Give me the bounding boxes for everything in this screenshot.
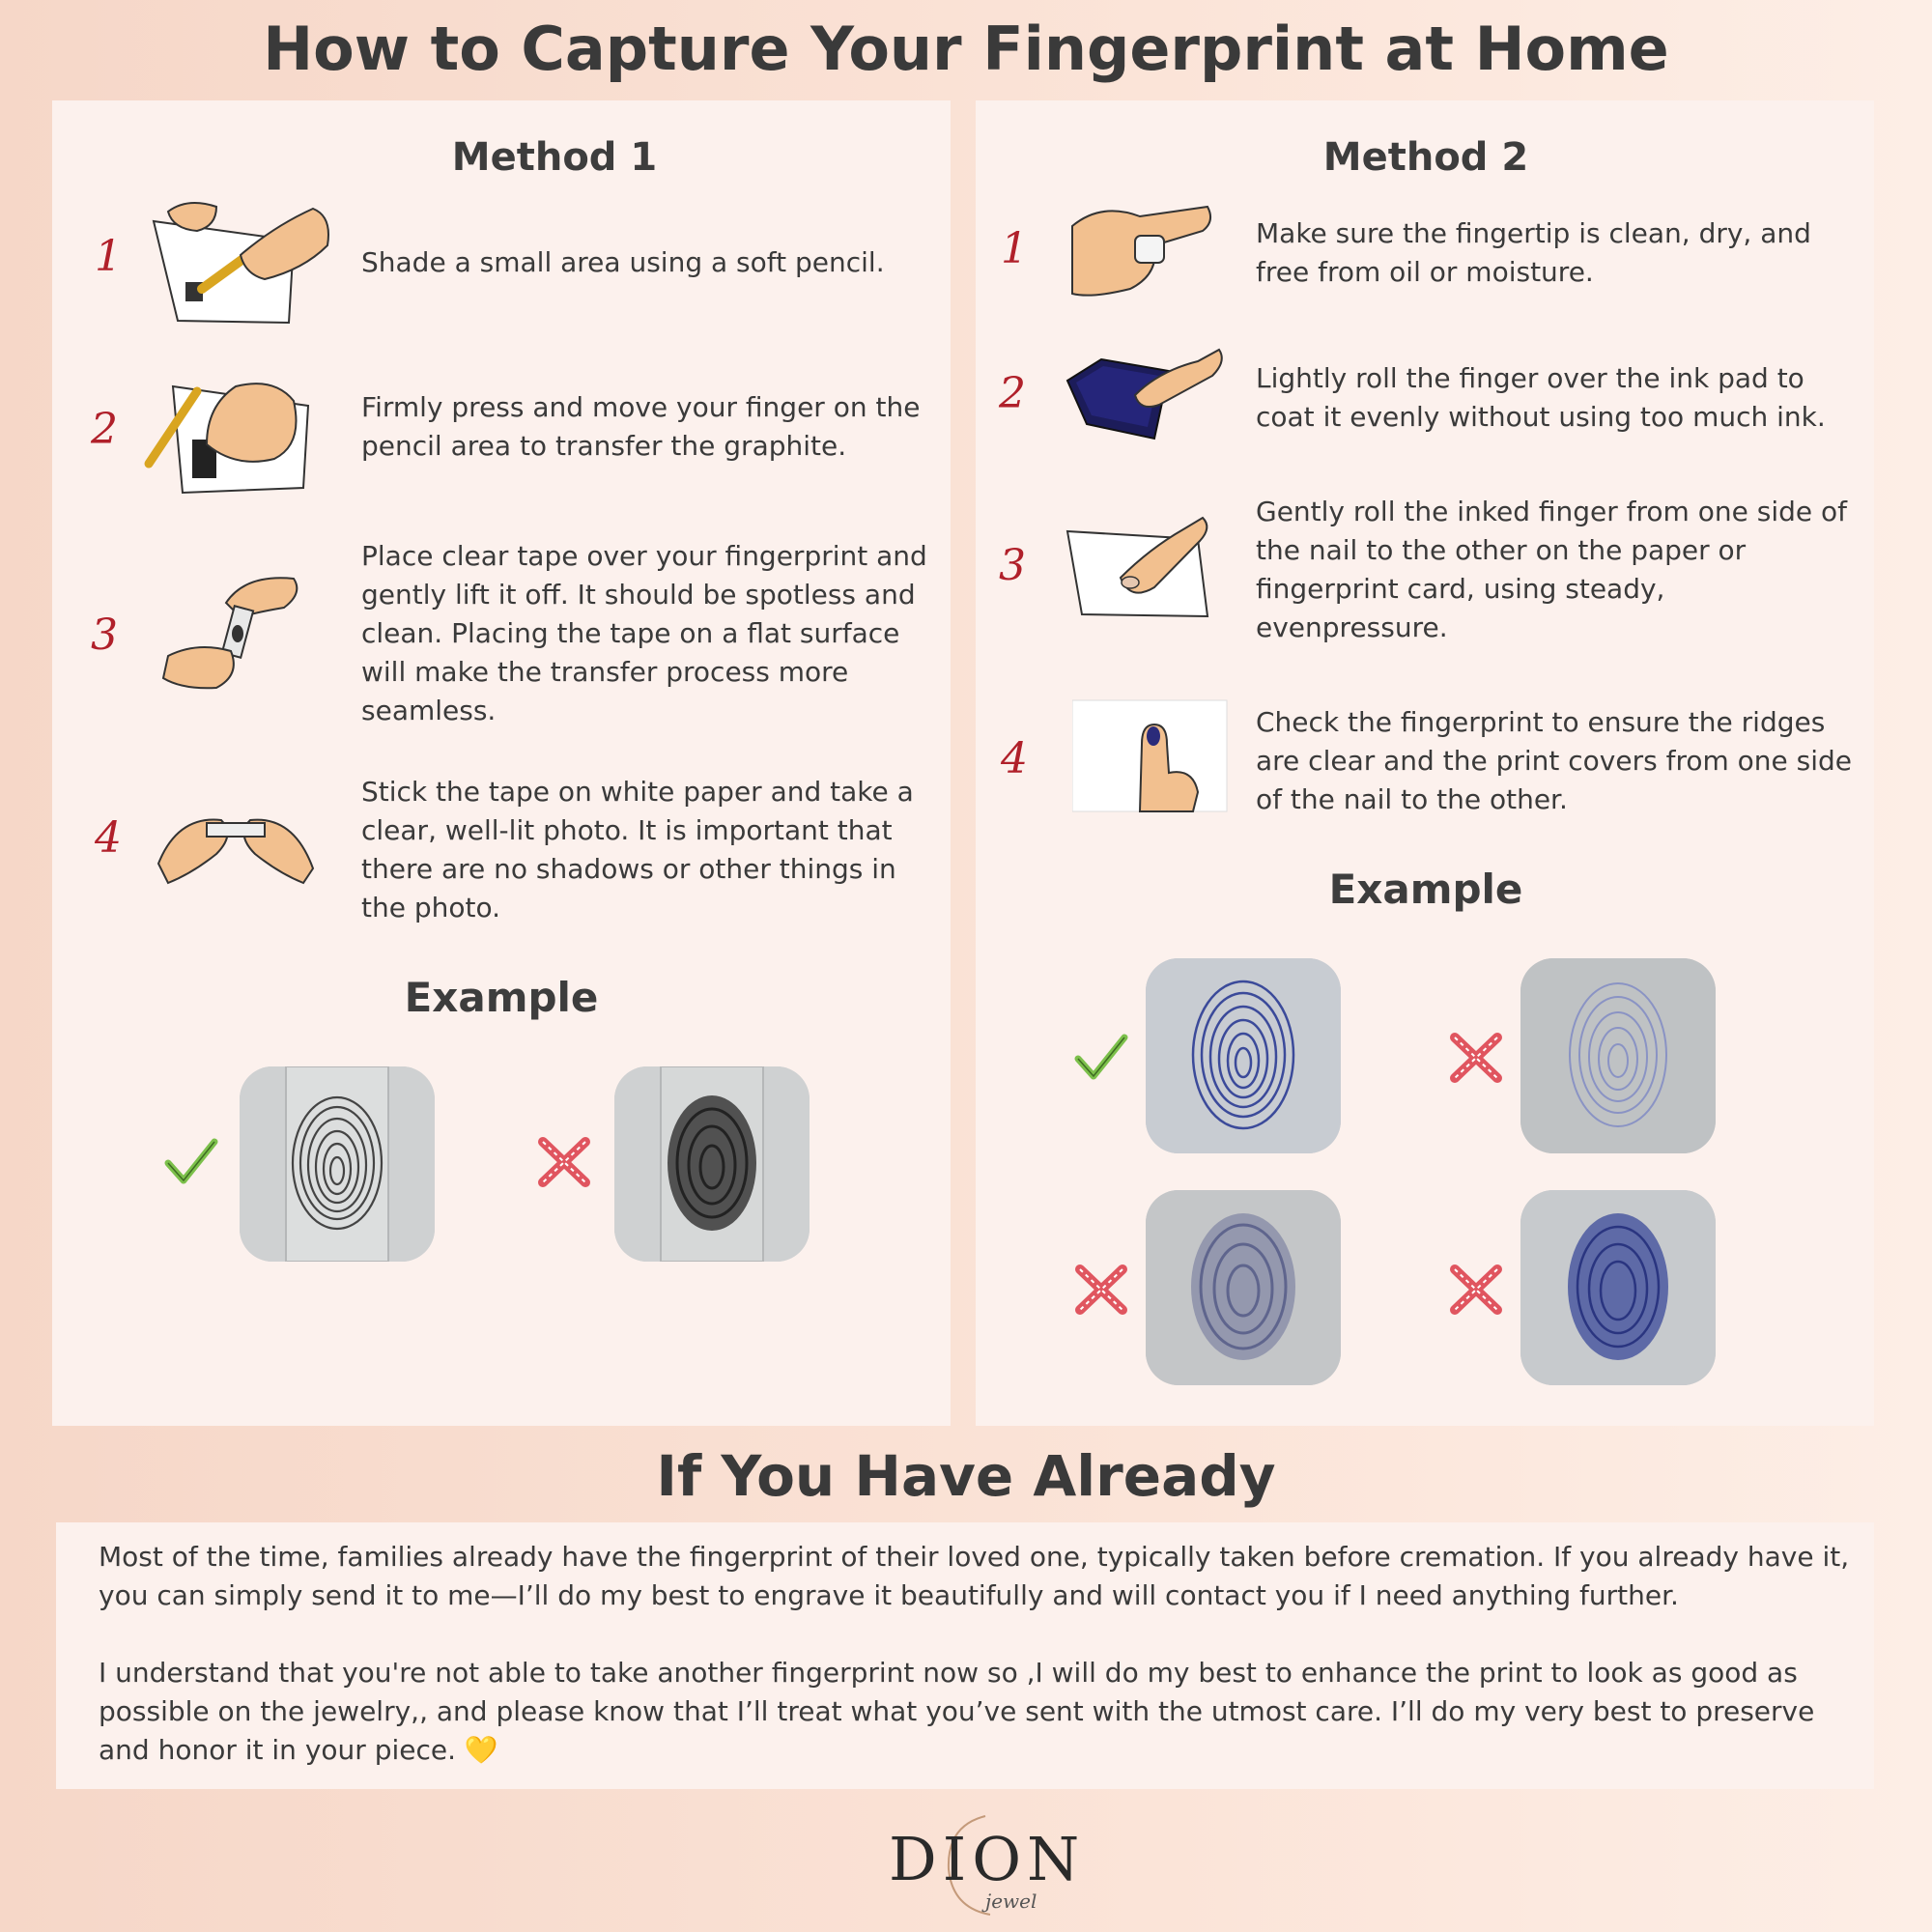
method2-example-photo-faint — [1520, 958, 1716, 1153]
method1-step3-text: Place clear tape over your fingerprint and gently lift it off. It should be spotless and clean. Placing the tape on a flat surface will make the transfer process more seamless. — [361, 540, 927, 726]
already-title: If You Have Already — [656, 1443, 1276, 1509]
method1-step1-number: 1 — [95, 232, 122, 281]
tape-stick-icon — [149, 777, 323, 893]
method1-example-title: Example — [404, 974, 599, 1021]
method2-panel — [976, 100, 1874, 1426]
cross-icon — [1072, 1260, 1130, 1318]
method2-example-title: Example — [1328, 866, 1523, 913]
method1-panel — [52, 100, 951, 1426]
method1-title: Method 1 — [451, 135, 658, 180]
page-title: How to Capture Your Fingerprint at Home — [263, 14, 1669, 84]
logo-wordmark: DION — [889, 1824, 1086, 1894]
finger-wipe-icon — [1063, 197, 1217, 303]
method1-step2-number: 2 — [91, 405, 118, 454]
dion-logo — [879, 1806, 1086, 1918]
already-paragraph-2: I understand that you're not able to take another fingerprint now so ,I will do my best to enhance the print to look as good as possible on the jewelry,, and please know that I’ll treat what you’ve sent with the utmost care. I’ll do my very best to preserve and honor it in your piece. 💛 — [99, 1657, 1815, 1766]
method2-step4-text: Check the fingerprint to ensure the ridges are clear and the print covers from one side of the nail to the other. — [1256, 706, 1853, 815]
method1-example-photo-correct — [240, 1066, 435, 1262]
method1-step4-text: Stick the tape on white paper and take a clear, well-lit photo. It is important that there are no shadows or other things in the photo. — [361, 776, 914, 923]
method2-step1-text: Make sure the fingertip is clean, dry, and free from oil or moisture. — [1256, 217, 1811, 288]
method1-step3-number: 3 — [91, 611, 118, 660]
finger-paper-icon — [1063, 510, 1227, 626]
method2-title: Method 2 — [1322, 135, 1529, 180]
inked-finger-icon — [1072, 696, 1236, 821]
method2-step4-number: 4 — [1001, 734, 1028, 783]
method2-step3-number: 3 — [999, 541, 1026, 590]
already-panel — [56, 1522, 1874, 1789]
method2-example-photo-correct — [1146, 958, 1341, 1153]
method2-example-photo-over-inked — [1520, 1190, 1716, 1385]
method2-step2-number: 2 — [999, 369, 1026, 418]
pencil-shading-icon — [149, 197, 342, 332]
cross-icon — [1447, 1260, 1505, 1318]
logo-subtext: jewel — [985, 1889, 1037, 1913]
already-paragraph-1: Most of the time, families already have the fingerprint of their loved one, typically taken before cremation. If you already have it, you can simply send it to me—I’ll do my best to engrave it beautifully and will contact you if I need anything further. — [99, 1541, 1850, 1611]
method1-step1-text: Shade a small area using a soft pencil. — [361, 246, 885, 278]
method2-step2-text: Lightly roll the finger over the ink pad to coat it evenly without using too much ink. — [1256, 362, 1826, 433]
method2-step1-number: 1 — [1001, 224, 1028, 273]
check-icon — [1072, 1028, 1130, 1086]
check-icon — [162, 1132, 220, 1190]
method1-step4-number: 4 — [95, 813, 122, 863]
cross-icon — [535, 1132, 593, 1190]
method2-step3-text: Gently roll the inked finger from one side of the nail to the other on the paper or fingerprint card, using steady, evenpressure. — [1256, 496, 1847, 643]
cross-icon — [1447, 1028, 1505, 1086]
method2-example-photo-smudged — [1146, 1190, 1341, 1385]
method1-example-photo-incorrect — [614, 1066, 810, 1262]
method1-step2-text: Firmly press and move your finger on the pencil area to transfer the graphite. — [361, 391, 921, 462]
tape-lift-icon — [149, 564, 323, 699]
finger-press-icon — [139, 367, 332, 502]
ink-pad-icon — [1063, 342, 1227, 448]
